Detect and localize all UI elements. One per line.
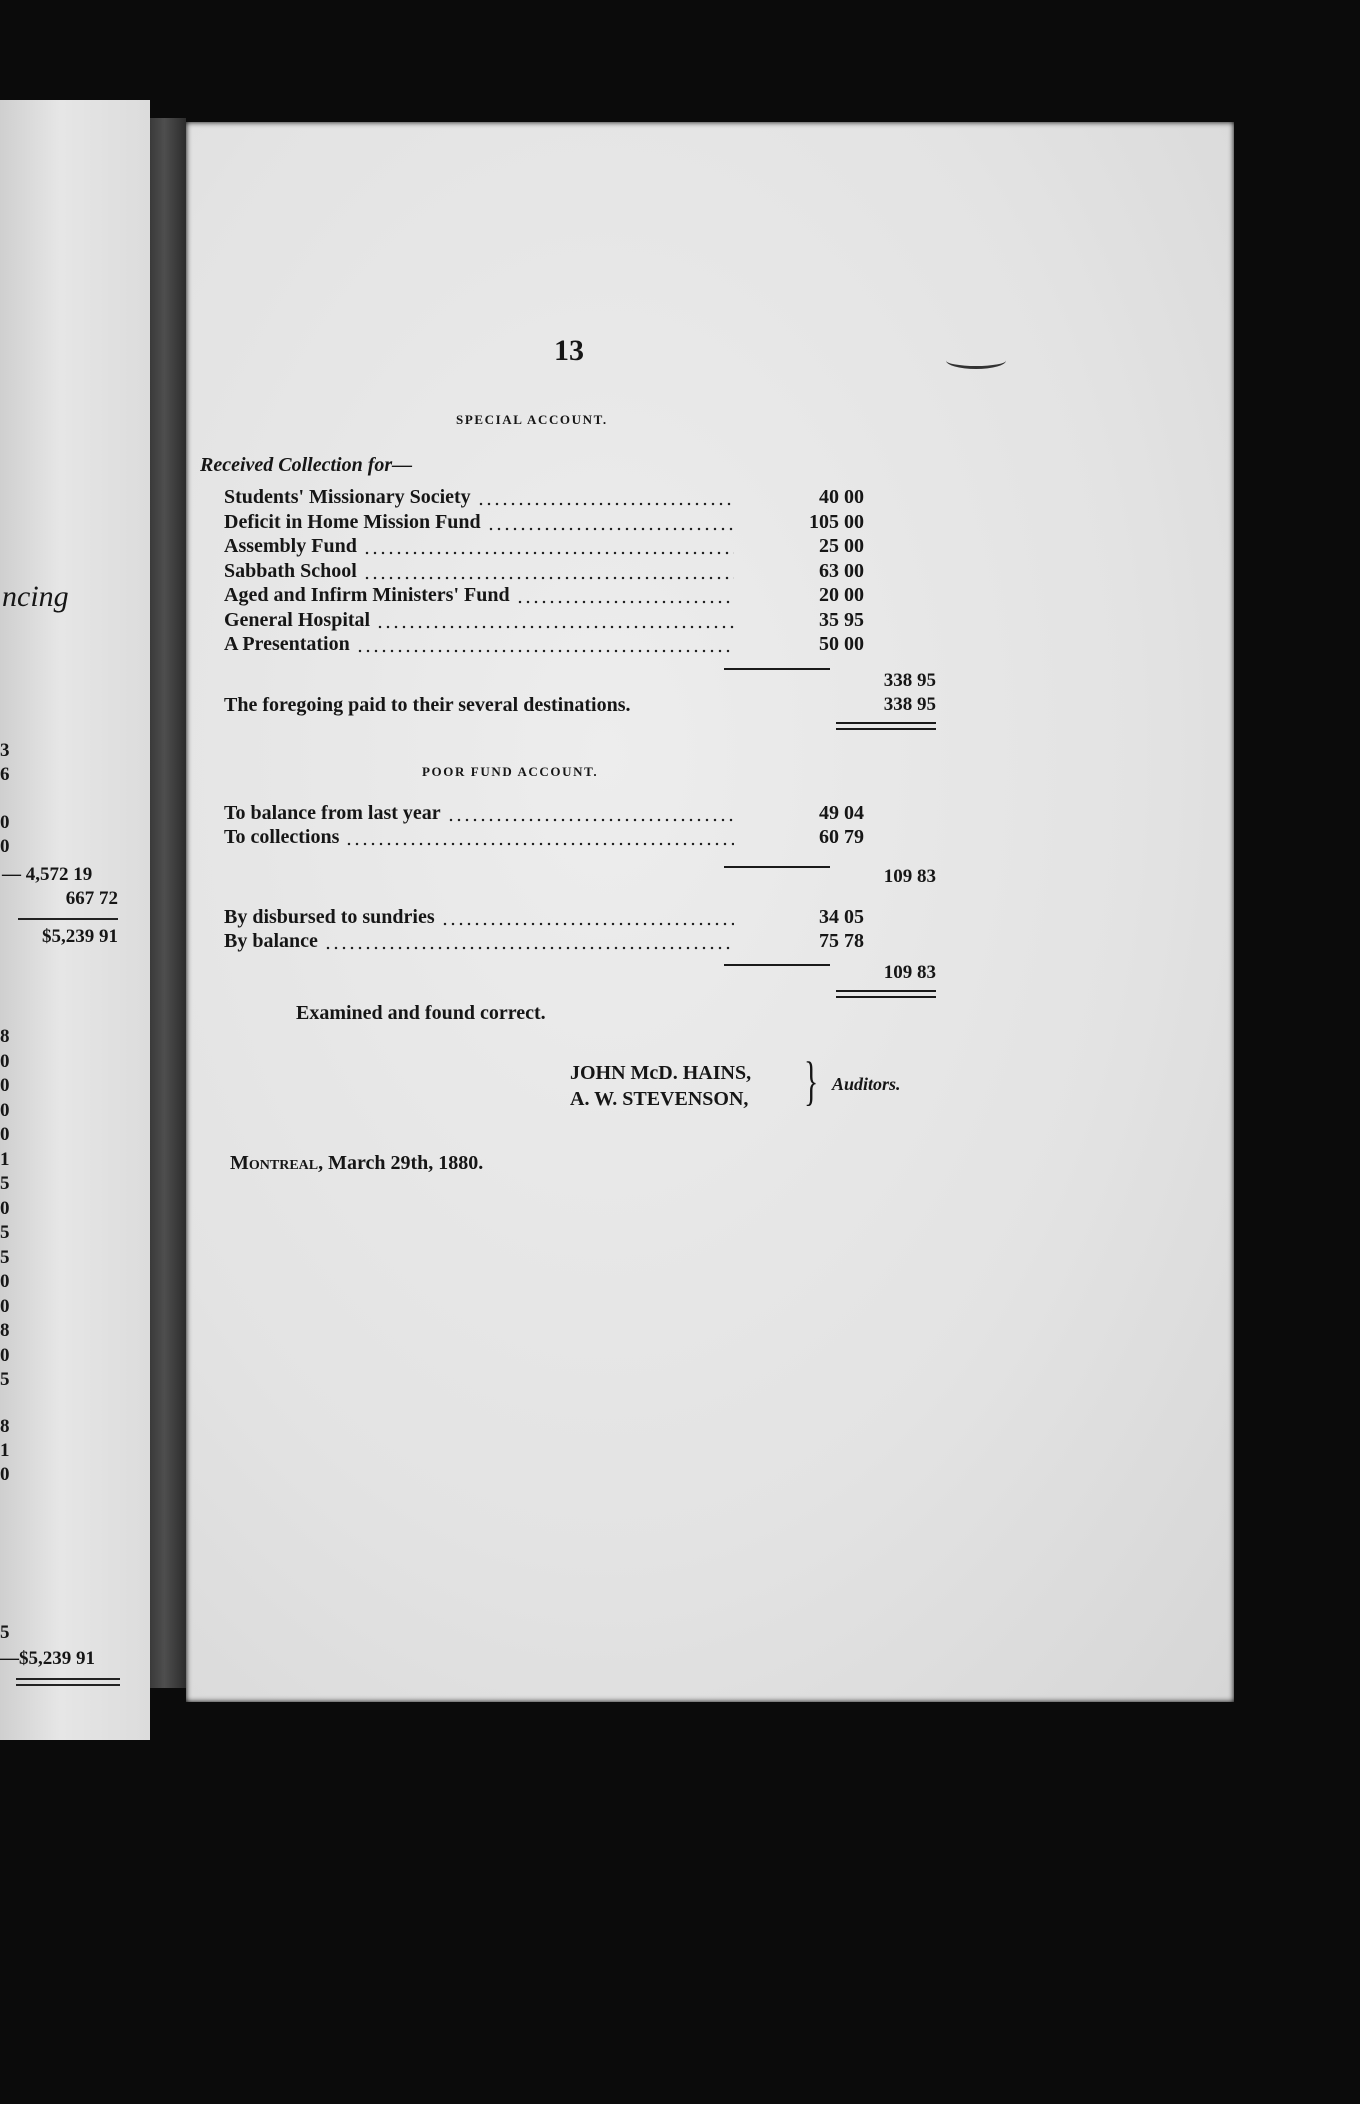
date: March 29th, 1880. [328,1152,484,1174]
dot-leader [363,535,734,559]
account-row-label: By balance [224,930,318,952]
fragment-number: 0 [0,1124,10,1145]
fragment-value-b: 667 72 [65,888,118,909]
dot-leader [345,826,734,850]
account-row [224,511,864,535]
fragment-number: 8 [0,1416,10,1437]
dot-leader [376,609,734,633]
account-row [224,584,864,608]
fragment-number: 0 [0,1197,10,1219]
account-row [224,560,864,584]
paid-destinations-label: The foregoing paid to their several destinations. [224,694,631,716]
account-row-amount: 35 95 [819,608,864,631]
account-row-amount: 49 04 [819,802,864,824]
account-row-label: To collections [224,826,340,848]
account-row-label: Aged and Infirm Ministers' Fund [224,584,510,606]
account-row-amount: 50 00 [819,633,864,655]
fragment-number: 6 [0,764,10,785]
poor-fund-heading: POOR FUND ACCOUNT. [422,764,599,779]
disbursements-rule [724,964,830,966]
account-row [224,802,864,826]
fragment-number: 0 [0,1295,10,1317]
disbursements-total: 109 83 [883,962,936,983]
fragment-number: 0 [0,1344,10,1366]
double-rule-bottom [836,728,936,730]
auditor-name: JOHN McD. HAINS, [570,1062,752,1084]
dot-leader [356,633,734,657]
fragment-value-a: — 4,572 19 [2,864,93,885]
place: Montreal, [230,1152,324,1174]
receipts-rule [724,866,830,868]
fragment-number: 5 [0,1246,10,1268]
account-row [224,609,864,633]
fragment-number: 8 [0,1026,10,1047]
account-row-amount: 75 78 [819,930,864,952]
receipts-total: 109 83 [883,866,936,887]
account-row-amount: 25 00 [819,535,864,557]
page-number: 13 [554,334,584,367]
examined-statement: Examined and found correct. [296,1002,546,1024]
account-row [224,633,864,657]
account-row [224,535,864,559]
fragment-rule [16,1684,120,1686]
double-rule-top [836,722,936,724]
account-row-label: To balance from last year [224,802,441,824]
account-row [224,906,864,930]
account-row-label: A Presentation [224,633,350,655]
dot-leader [324,930,734,954]
account-row-label: Assembly Fund [224,535,357,557]
page [186,122,1234,1702]
special-account-heading: SPECIAL ACCOUNT. [456,412,608,427]
fragment-italic-word: ncing [2,580,69,613]
account-row-amount: 20 00 [819,584,864,606]
dot-leader [447,802,734,826]
account-row-amount: 63 00 [819,559,864,582]
fragment-number: 8 [0,1320,10,1341]
dot-leader [441,906,734,930]
account-row-amount: 34 05 [819,906,864,928]
dot-leader [487,511,734,535]
fragment-number: 0 [0,812,10,833]
fragment-number: 0 [0,836,10,857]
fragment-number: 5 [0,1369,10,1390]
double-rule-top [836,990,936,992]
fragment-total-a: $5,239 91 [42,926,118,947]
double-rule-bottom [836,996,936,998]
account-row-label: Students' Missionary Society [224,486,471,508]
account-row-label: General Hospital [224,608,371,631]
paid-destinations-total: 338 95 [883,694,936,715]
dot-leader [363,560,734,584]
auditors-label: Auditors. [832,1074,901,1094]
account-row-label: Sabbath School [224,559,357,582]
account-row-label: By disbursed to sundries [224,906,435,928]
account-row [224,486,864,510]
account-row-amount: 60 79 [819,826,864,848]
received-collection-label: Received Collection for— [200,454,413,476]
fragment-number: 1 [0,1440,10,1461]
fragment-rule [18,918,118,920]
fragment-number: 5 [0,1222,10,1243]
special-account-total: 338 95 [883,670,936,691]
fragment-number: 0 [0,1271,10,1292]
dot-leader [516,584,734,608]
account-row-amount: 40 00 [819,486,864,508]
fragment-number: 0 [0,1099,10,1121]
fragment-total-b: —$5,239 91 [0,1648,95,1669]
account-row [224,930,864,954]
ink-mark [946,352,1006,369]
account-row-label: Deficit in Home Mission Fund [224,510,481,533]
previous-page-fragment [0,100,150,1740]
fragment-number: 0 [0,1075,10,1096]
fragment-number: 0 [0,1464,10,1485]
subtotal-rule [724,668,830,670]
account-row [224,826,864,850]
auditors-brace: } [804,1051,819,1111]
auditor-name: A. W. STEVENSON, [570,1088,749,1110]
fragment-number: 3 [0,740,10,761]
fragment-number: 5 [0,1622,10,1643]
book-spine [150,118,186,1688]
dot-leader [477,486,734,510]
fragment-number: 0 [0,1050,10,1072]
fragment-number: 1 [0,1148,10,1170]
fragment-rule [16,1678,120,1680]
place-and-date [230,1152,483,1175]
fragment-number: 5 [0,1173,10,1194]
account-row-amount: 105 00 [809,510,864,533]
